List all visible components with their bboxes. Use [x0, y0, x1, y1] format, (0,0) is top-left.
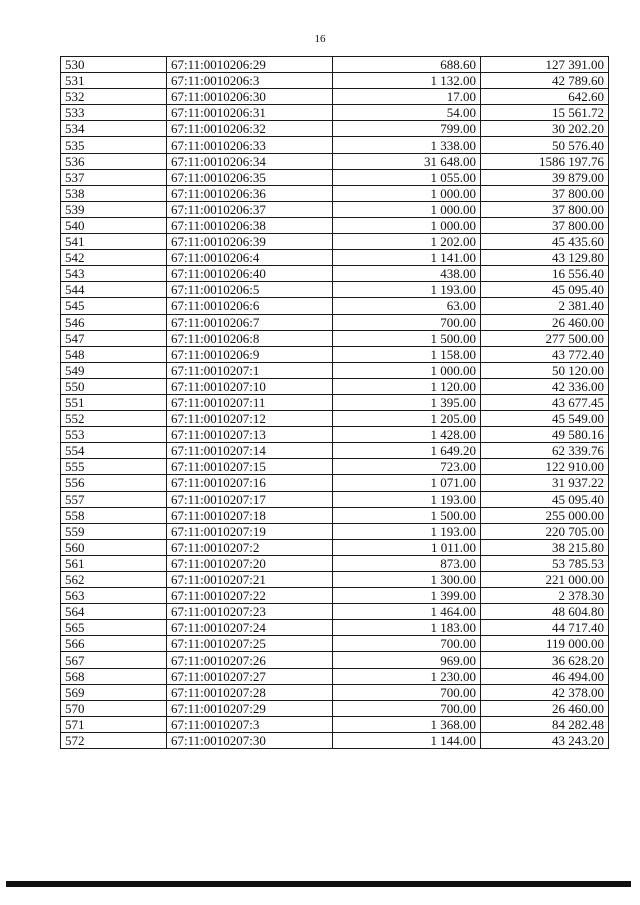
value-cell: 43 772.40 [481, 346, 609, 362]
row-number-cell: 547 [61, 330, 167, 346]
row-number-cell: 540 [61, 217, 167, 233]
table-row [61, 588, 609, 604]
table-row [61, 555, 609, 571]
table-row [61, 491, 609, 507]
table-row [61, 121, 609, 137]
table-row [61, 732, 609, 748]
cadastral-number-cell: 67:11:0010206:38 [167, 217, 333, 233]
table-row [61, 475, 609, 491]
cadastral-number-cell: 67:11:0010206:4 [167, 250, 333, 266]
value-cell: 43 129.80 [481, 250, 609, 266]
row-number-cell: 555 [61, 459, 167, 475]
cadastral-number-cell: 67:11:0010207:25 [167, 636, 333, 652]
area-cell: 1 500.00 [333, 507, 481, 523]
table-row [61, 137, 609, 153]
row-number-cell: 562 [61, 572, 167, 588]
area-cell: 1 011.00 [333, 539, 481, 555]
table-row [61, 427, 609, 443]
area-cell: 1 000.00 [333, 201, 481, 217]
table-row [61, 700, 609, 716]
area-cell: 723.00 [333, 459, 481, 475]
value-cell: 38 215.80 [481, 539, 609, 555]
table-row [61, 394, 609, 410]
area-cell: 1 428.00 [333, 427, 481, 443]
area-cell: 1 230.00 [333, 668, 481, 684]
cadastral-number-cell: 67:11:0010206:31 [167, 105, 333, 121]
cadastral-number-cell: 67:11:0010207:22 [167, 588, 333, 604]
table-row [61, 234, 609, 250]
area-cell: 700.00 [333, 700, 481, 716]
value-cell: 30 202.20 [481, 121, 609, 137]
table-row [61, 330, 609, 346]
cadastral-number-cell: 67:11:0010207:12 [167, 411, 333, 427]
area-cell: 1 205.00 [333, 411, 481, 427]
value-cell: 122 910.00 [481, 459, 609, 475]
area-cell: 31 648.00 [333, 153, 481, 169]
table-row [61, 217, 609, 233]
value-cell: 48 604.80 [481, 604, 609, 620]
area-cell: 1 055.00 [333, 169, 481, 185]
cadastral-number-cell: 67:11:0010207:19 [167, 523, 333, 539]
cadastral-number-cell: 67:11:0010207:16 [167, 475, 333, 491]
row-number-cell: 568 [61, 668, 167, 684]
cadastral-number-cell: 67:11:0010206:6 [167, 298, 333, 314]
row-number-cell: 549 [61, 362, 167, 378]
area-cell: 1 183.00 [333, 620, 481, 636]
value-cell: 37 800.00 [481, 185, 609, 201]
area-cell: 1 193.00 [333, 282, 481, 298]
table-row [61, 362, 609, 378]
value-cell: 45 095.40 [481, 282, 609, 298]
cadastral-number-cell: 67:11:0010207:26 [167, 652, 333, 668]
cadastral-number-cell: 67:11:0010207:20 [167, 555, 333, 571]
cadastral-number-cell: 67:11:0010207:10 [167, 378, 333, 394]
cadastral-number-cell: 67:11:0010207:11 [167, 394, 333, 410]
table-row [61, 378, 609, 394]
row-number-cell: 550 [61, 378, 167, 394]
value-cell: 1586 197.76 [481, 153, 609, 169]
cadastral-number-cell: 67:11:0010206:7 [167, 314, 333, 330]
row-number-cell: 554 [61, 443, 167, 459]
row-number-cell: 536 [61, 153, 167, 169]
cadastral-number-cell: 67:11:0010207:23 [167, 604, 333, 620]
cadastral-number-cell: 67:11:0010206:5 [167, 282, 333, 298]
row-number-cell: 556 [61, 475, 167, 491]
row-number-cell: 543 [61, 266, 167, 282]
cadastral-number-cell: 67:11:0010207:21 [167, 572, 333, 588]
cadastral-number-cell: 67:11:0010206:3 [167, 73, 333, 89]
row-number-cell: 557 [61, 491, 167, 507]
table-row [61, 684, 609, 700]
table-row [61, 298, 609, 314]
area-cell: 688.60 [333, 57, 481, 73]
row-number-cell: 571 [61, 716, 167, 732]
cadastral-number-cell: 67:11:0010207:15 [167, 459, 333, 475]
cadastral-value-table [60, 56, 609, 749]
value-cell: 36 628.20 [481, 652, 609, 668]
table-row [61, 716, 609, 732]
table-row [61, 201, 609, 217]
value-cell: 255 000.00 [481, 507, 609, 523]
table-row [61, 57, 609, 73]
value-cell: 39 879.00 [481, 169, 609, 185]
area-cell: 1 000.00 [333, 217, 481, 233]
value-cell: 42 336.00 [481, 378, 609, 394]
value-cell: 84 282.48 [481, 716, 609, 732]
area-cell: 700.00 [333, 684, 481, 700]
area-cell: 1 500.00 [333, 330, 481, 346]
table-row [61, 266, 609, 282]
cadastral-number-cell: 67:11:0010207:28 [167, 684, 333, 700]
cadastral-number-cell: 67:11:0010207:17 [167, 491, 333, 507]
cadastral-number-cell: 67:11:0010206:40 [167, 266, 333, 282]
area-cell: 1 464.00 [333, 604, 481, 620]
table-row [61, 523, 609, 539]
row-number-cell: 542 [61, 250, 167, 266]
value-cell: 46 494.00 [481, 668, 609, 684]
value-cell: 16 556.40 [481, 266, 609, 282]
table-row [61, 346, 609, 362]
table-row [61, 314, 609, 330]
row-number-cell: 560 [61, 539, 167, 555]
table-row [61, 169, 609, 185]
table-row [61, 153, 609, 169]
value-cell: 26 460.00 [481, 700, 609, 716]
row-number-cell: 553 [61, 427, 167, 443]
row-number-cell: 563 [61, 588, 167, 604]
row-number-cell: 532 [61, 89, 167, 105]
cadastral-number-cell: 67:11:0010206:39 [167, 234, 333, 250]
table-body [61, 57, 609, 749]
row-number-cell: 535 [61, 137, 167, 153]
area-cell: 700.00 [333, 636, 481, 652]
value-cell: 221 000.00 [481, 572, 609, 588]
table-row [61, 89, 609, 105]
area-cell: 1 000.00 [333, 185, 481, 201]
area-cell: 1 338.00 [333, 137, 481, 153]
row-number-cell: 566 [61, 636, 167, 652]
cadastral-number-cell: 67:11:0010206:33 [167, 137, 333, 153]
table-row [61, 668, 609, 684]
cadastral-number-cell: 67:11:0010207:30 [167, 732, 333, 748]
value-cell: 62 339.76 [481, 443, 609, 459]
cadastral-number-cell: 67:11:0010206:29 [167, 57, 333, 73]
value-cell: 50 576.40 [481, 137, 609, 153]
row-number-cell: 569 [61, 684, 167, 700]
cadastral-number-cell: 67:11:0010206:32 [167, 121, 333, 137]
area-cell: 799.00 [333, 121, 481, 137]
area-cell: 1 158.00 [333, 346, 481, 362]
value-cell: 26 460.00 [481, 314, 609, 330]
value-cell: 42 789.60 [481, 73, 609, 89]
cadastral-number-cell: 67:11:0010207:27 [167, 668, 333, 684]
row-number-cell: 565 [61, 620, 167, 636]
cadastral-number-cell: 67:11:0010207:2 [167, 539, 333, 555]
value-cell: 43 243.20 [481, 732, 609, 748]
area-cell: 1 202.00 [333, 234, 481, 250]
row-number-cell: 541 [61, 234, 167, 250]
row-number-cell: 539 [61, 201, 167, 217]
area-cell: 1 649.20 [333, 443, 481, 459]
area-cell: 1 193.00 [333, 491, 481, 507]
table-row [61, 539, 609, 555]
table-row [61, 250, 609, 266]
area-cell: 700.00 [333, 314, 481, 330]
row-number-cell: 544 [61, 282, 167, 298]
value-cell: 45 435.60 [481, 234, 609, 250]
cadastral-number-cell: 67:11:0010207:13 [167, 427, 333, 443]
area-cell: 1 300.00 [333, 572, 481, 588]
value-cell: 37 800.00 [481, 201, 609, 217]
value-cell: 2 381.40 [481, 298, 609, 314]
cadastral-number-cell: 67:11:0010207:24 [167, 620, 333, 636]
table-row [61, 459, 609, 475]
row-number-cell: 572 [61, 732, 167, 748]
area-cell: 1 399.00 [333, 588, 481, 604]
area-cell: 873.00 [333, 555, 481, 571]
area-cell: 1 144.00 [333, 732, 481, 748]
row-number-cell: 546 [61, 314, 167, 330]
row-number-cell: 552 [61, 411, 167, 427]
value-cell: 2 378.30 [481, 588, 609, 604]
row-number-cell: 531 [61, 73, 167, 89]
table-row [61, 73, 609, 89]
table-row [61, 411, 609, 427]
area-cell: 1 368.00 [333, 716, 481, 732]
row-number-cell: 548 [61, 346, 167, 362]
table-row [61, 620, 609, 636]
value-cell: 15 561.72 [481, 105, 609, 121]
area-cell: 54.00 [333, 105, 481, 121]
value-cell: 277 500.00 [481, 330, 609, 346]
value-cell: 50 120.00 [481, 362, 609, 378]
row-number-cell: 534 [61, 121, 167, 137]
cadastral-number-cell: 67:11:0010207:14 [167, 443, 333, 459]
area-cell: 1 193.00 [333, 523, 481, 539]
area-cell: 1 071.00 [333, 475, 481, 491]
table-row [61, 604, 609, 620]
value-cell: 220 705.00 [481, 523, 609, 539]
area-cell: 63.00 [333, 298, 481, 314]
cadastral-number-cell: 67:11:0010206:35 [167, 169, 333, 185]
cadastral-number-cell: 67:11:0010207:3 [167, 716, 333, 732]
area-cell: 1 132.00 [333, 73, 481, 89]
row-number-cell: 533 [61, 105, 167, 121]
cadastral-number-cell: 67:11:0010207:29 [167, 700, 333, 716]
row-number-cell: 564 [61, 604, 167, 620]
cadastral-number-cell: 67:11:0010207:1 [167, 362, 333, 378]
value-cell: 42 378.00 [481, 684, 609, 700]
cadastral-number-cell: 67:11:0010206:8 [167, 330, 333, 346]
area-cell: 1 000.00 [333, 362, 481, 378]
value-cell: 127 391.00 [481, 57, 609, 73]
area-cell: 438.00 [333, 266, 481, 282]
row-number-cell: 561 [61, 555, 167, 571]
area-cell: 1 141.00 [333, 250, 481, 266]
area-cell: 17.00 [333, 89, 481, 105]
row-number-cell: 558 [61, 507, 167, 523]
table-row [61, 282, 609, 298]
area-cell: 1 395.00 [333, 394, 481, 410]
value-cell: 53 785.53 [481, 555, 609, 571]
value-cell: 44 717.40 [481, 620, 609, 636]
page-bottom-rule [6, 881, 631, 887]
page-number: 16 [314, 33, 326, 45]
cadastral-number-cell: 67:11:0010206:36 [167, 185, 333, 201]
value-cell: 31 937.22 [481, 475, 609, 491]
table-row [61, 105, 609, 121]
table-row [61, 636, 609, 652]
area-cell: 1 120.00 [333, 378, 481, 394]
cadastral-number-cell: 67:11:0010206:9 [167, 346, 333, 362]
value-cell: 119 000.00 [481, 636, 609, 652]
table-row [61, 443, 609, 459]
cadastral-number-cell: 67:11:0010206:30 [167, 89, 333, 105]
row-number-cell: 570 [61, 700, 167, 716]
cadastral-number-cell: 67:11:0010207:18 [167, 507, 333, 523]
table-row [61, 572, 609, 588]
row-number-cell: 559 [61, 523, 167, 539]
value-cell: 45 095.40 [481, 491, 609, 507]
row-number-cell: 545 [61, 298, 167, 314]
row-number-cell: 537 [61, 169, 167, 185]
row-number-cell: 538 [61, 185, 167, 201]
value-cell: 642.60 [481, 89, 609, 105]
table-row [61, 185, 609, 201]
table-row [61, 652, 609, 668]
value-cell: 37 800.00 [481, 217, 609, 233]
row-number-cell: 551 [61, 394, 167, 410]
cadastral-number-cell: 67:11:0010206:34 [167, 153, 333, 169]
value-cell: 45 549.00 [481, 411, 609, 427]
row-number-cell: 567 [61, 652, 167, 668]
cadastral-number-cell: 67:11:0010206:37 [167, 201, 333, 217]
value-cell: 49 580.16 [481, 427, 609, 443]
area-cell: 969.00 [333, 652, 481, 668]
row-number-cell: 530 [61, 57, 167, 73]
table-row [61, 507, 609, 523]
value-cell: 43 677.45 [481, 394, 609, 410]
